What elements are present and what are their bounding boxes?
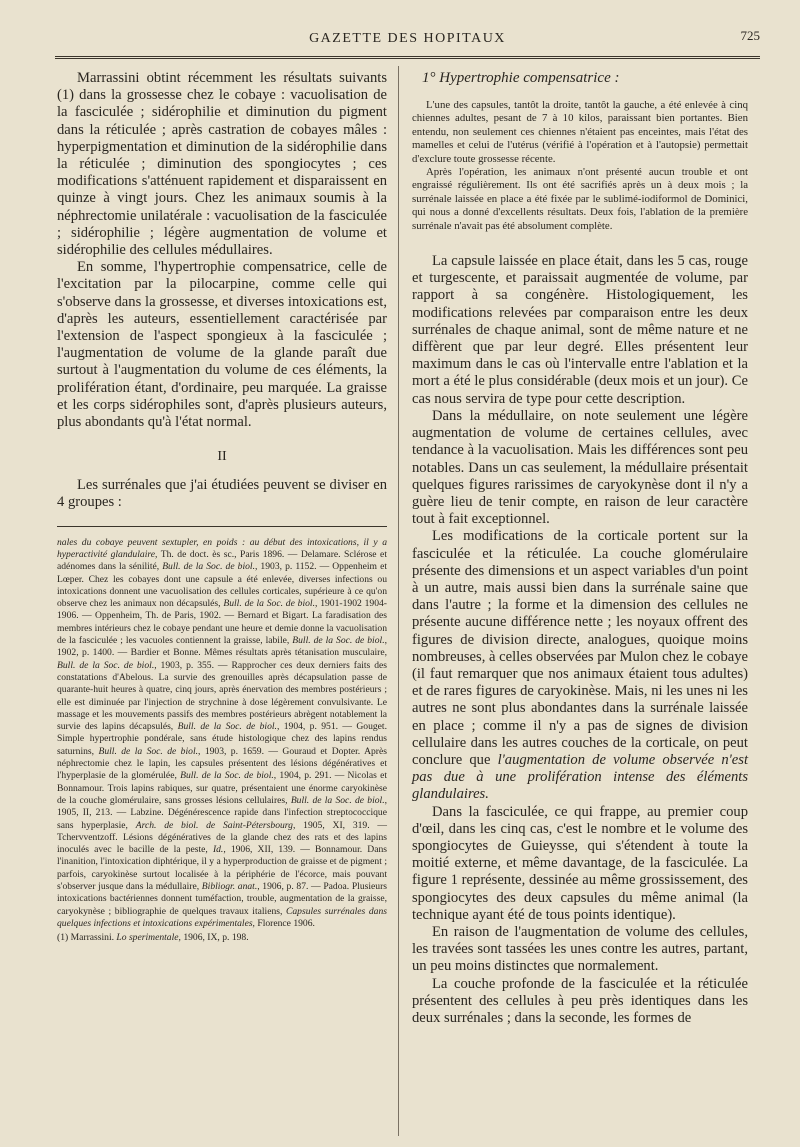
column-divider bbox=[398, 66, 399, 1136]
paragraph: Dans la fasciculée, ce qui frappe, au premier coup d'œil, dans les cinq cas, c'est le nombre et le volume des spongiocytes de Guieysse, qui s'étendent à toute la moitié externe, et même davantage, de la fasciculée. La figure 1 représente, dessinée au même grossissement, des spongiocytes des deux capsules du même animal (la technique ayant été de tous points identique). bbox=[412, 803, 748, 923]
right-column bbox=[412, 70, 748, 1027]
footnote-1: (1) Marrassini. Lo sperimentale, 1906, IX, p. 198. bbox=[57, 932, 249, 944]
left-column bbox=[57, 70, 387, 944]
subsection-heading: 1° Hypertrophie compensatrice : bbox=[422, 70, 620, 86]
footnote-rule bbox=[57, 526, 387, 527]
paragraph: Marrassini obtint récemment les résultats suivants (1) dans la grossesse chez le cobaye : vacuolisation de la fasciculée ; sidérophilie et diminution du pigment dans la réticulée ; après castration de cobayes mâles : hyperpigmentation et diminution de la sidérophilie dans la réticulée ; diminution des spongiocytes ; ces modifications s'atténuent rapidement et disparaissent en quinze à vingt jours. Chez les animaux soumis à la néphrectomie unilatérale : vacuolisation de la fasciculée ; sidérophilie ; légère augmentation de volume et sidérophilie des cellules médullaires. bbox=[57, 70, 387, 259]
paragraph: Les surrénales que j'ai étudiées peuvent se diviser en 4 groupes : bbox=[57, 477, 387, 511]
paragraph: La capsule laissée en place était, dans les 5 cas, rouge et turgescente, et paraissait augmentée de volume, par rapport à sa congénère. Histologiquement, les modifications relevées par comparaison entre les deux surrénales de chaque animal, sont de même nature et ne diffèrent que par leur degré. Elles présentent leur maximum dans le cas où l'intervalle entre l'ablation et la mort a été le plus considérable (deux mois et un jour). Ce cas nous servira de type pour cette description. bbox=[412, 253, 748, 407]
paragraph: La couche profonde de la fasciculée et la réticulée présentent des cellules à peu près identiques dans les deux surrénales ; dans la seconde, les formes de bbox=[412, 975, 748, 1026]
footnote-continuation: nales du cobaye peuvent sextupler, en poids : au début des intoxications, il y a hyperactivité glandulaire, Th. de doct. ès sc., Paris 1896. — Delamare. Sclérose et adénomes dans la sénilité, Bull. de la Soc. de biol., 1903, p. 1152. — Oppenheim et Lœper. Chez les cobayes dont une capsule a été enlevée, diverses infections ou intoxications donnent une vacuolisation des cellules corticales, supérieure à ce qu'on observe chez les animaux non décapsulés, Bull. de la Soc. de biol., 1901-1902 1904-1906. — Oppenheim, Th. de Paris, 1902. — Bernard et Bigart. La faradisation des membres intérieurs chez le cobaye pendant une heure et demie donne la vacuolisation de la fasciculée ; les vacuoles contiennent la graisse, labile, Bull. de la Soc. de biol., 1902, p. 1400. — Bardier et Bonne. Mêmes résultats après tétanisation musculaire, Bull. de la Soc. de biol., 1903, p. 355. — Rapprocher ces deux derniers faits des constatations d'Abelous. La survie des grenouilles après décapsulation passe de quarante-huit heures à quatre, cinq jours, après énervation des membres postérieurs ; elle est diminuée par l'injection de strychnine à dose légèrement convulsivante. Le massage et les mouvements passifs des membres postérieurs abrègent notablement la survie des lapins décapsulés, Bull. de la Soc. de biol., 1904, p. 951. — Gouget. Simple hypertrophie pondérale, sans étude histologique chez des lapins rendus saturnins, Bull. de la Soc. de biol., 1903, p. 1659. — Gouraud et Dopter. Après néphrectomie chez le lapin, les capsules présentent des lésions dégénératives et l'hyperplasie de la glomérulée, Bull. de la Soc. de biol., 1904, p. 291. — Nicolas et Bonnamour. Trois lapins rabiques, sur quatre, présentaient une énorme caryokinèse de la couche glomérulaire, sans grosses lésions cellulaires, Bull. de la Soc. de biol., 1905, II, 213. — Labzine. Dégénérescence rapide dans l'infection streptococcique sans hyperplasie, Arch. de biol. de Saint-Pétersbourg, 1905, XI, 319. — Tchervventzoff. Lésions dégénératives de la glande chez des rats et des lapins inoculés avec le bacille de la peste, Id., 1906, XII, 139. — Bonnamour. Dans l'inanition, l'intoxication diphtérique, il y a hyperproduction de graisse et de pigment ; parfois, caryokinèse surtout localisée à la périphérie de l'écorce, mais pouvant s'observer jusque dans la médullaire, Bibliogr. anat., 1906, p. 87. — Padoa. Plusieurs intoxications bactériennes donnent tuméfaction, trouble, augmentation de la graisse, caryokynèse ; bibliographie de quelques travaux italiens, Capsules surrénales dans quelques infections et intoxications expérimentales, Florence 1906. bbox=[57, 536, 388, 929]
paragraph: En somme, l'hypertrophie compensatrice, celle de l'excitation par la pilocarpine, comme celle qui s'observe dans la grossesse, et diverses intoxications est, d'après les auteurs, essentiellement caractérisée par l'extension de l'aspect spongieux à la fasciculée ; l'augmentation de volume de la glande paraît due surtout à l'augmentation du volume de ces éléments, la prolifération étant, d'ordinaire, peu marquée. La graisse et les corps sidérophiles sont, d'après plusieurs auteurs, plus abondants qu'à l'état normal. bbox=[57, 259, 387, 431]
paragraph: Les modifications de la corticale portent sur la fasciculée et la réticulée. La couche glomérulaire présente des dimensions et un aspect variables d'un point à un autre, mais aussi bien dans la surrénale saine que dans l'autre ; la forme et la dimension des cellules ne présente aucune différence nette ; les noyaux offrent des figures de division directe, analogues, quoique moins nombreuses, à celles observées par Mulon chez le cobaye (il faut remarquer que nos animaux étaient tous adultes) et de rares figures de caryokinèse. Mais, ni les unes ni les autres ne sont plus abondantes dans la surrénale laissée en place ; comme il n'y a pas de signes de division cellulaire dans les autres couches de la corticale, on peut conclure que l'augmentation de volume observée n'est pas due à une prolifération intense des éléments glandulaires. bbox=[412, 528, 748, 803]
page-number: 725 bbox=[740, 28, 760, 43]
header-rule bbox=[55, 56, 760, 59]
page-header bbox=[55, 28, 760, 50]
protocol-paragraph: Après l'opération, les animaux n'ont présenté aucun trouble et ont engraissé régulièrement. Ils ont été sacrifiés après un à deux mois ; la surrénale laissée en place a été fixée par le sublimé-iodiformol de Dominici, qui nous a donné d'excellents résultats. Deux fois, l'ablation de la première surrénale n'avait pas été absolument complète. bbox=[412, 166, 748, 232]
paragraph: Dans la médullaire, on note seulement une légère augmentation de volume de certaines cellules, avec tendance à la vacuolisation. Mais les différences sont peu notables. Dans un cas seulement, la médullaire présentait quelques figures rarissimes de caryokynèse dont il n'y a guère lieu de tenir compte, en raison de leur caractère tout à fait exceptionnel. bbox=[412, 407, 748, 528]
section-number: II bbox=[217, 449, 227, 465]
footnotes bbox=[57, 537, 387, 945]
paragraph: En raison de l'augmentation de volume des cellules, les travées sont tassées les unes contre les autres, partant, un peu moins distinctes que normalement. bbox=[412, 923, 748, 975]
protocol-paragraph: L'une des capsules, tantôt la droite, tantôt la gauche, a été enlevée à cinq chiennes adultes, pesant de 7 à 10 kilos, paraissant bien portantes. Bien entendu, non seulement ces chiennes n'étaient pas enceintes, mais l'état des mamelles et celui de l'utérus (vérifié à l'opération et à l'autopsie) permettait d'exclure toute grossesse récente. bbox=[412, 99, 748, 165]
running-title: GAZETTE DES HOPITAUX bbox=[309, 31, 506, 46]
